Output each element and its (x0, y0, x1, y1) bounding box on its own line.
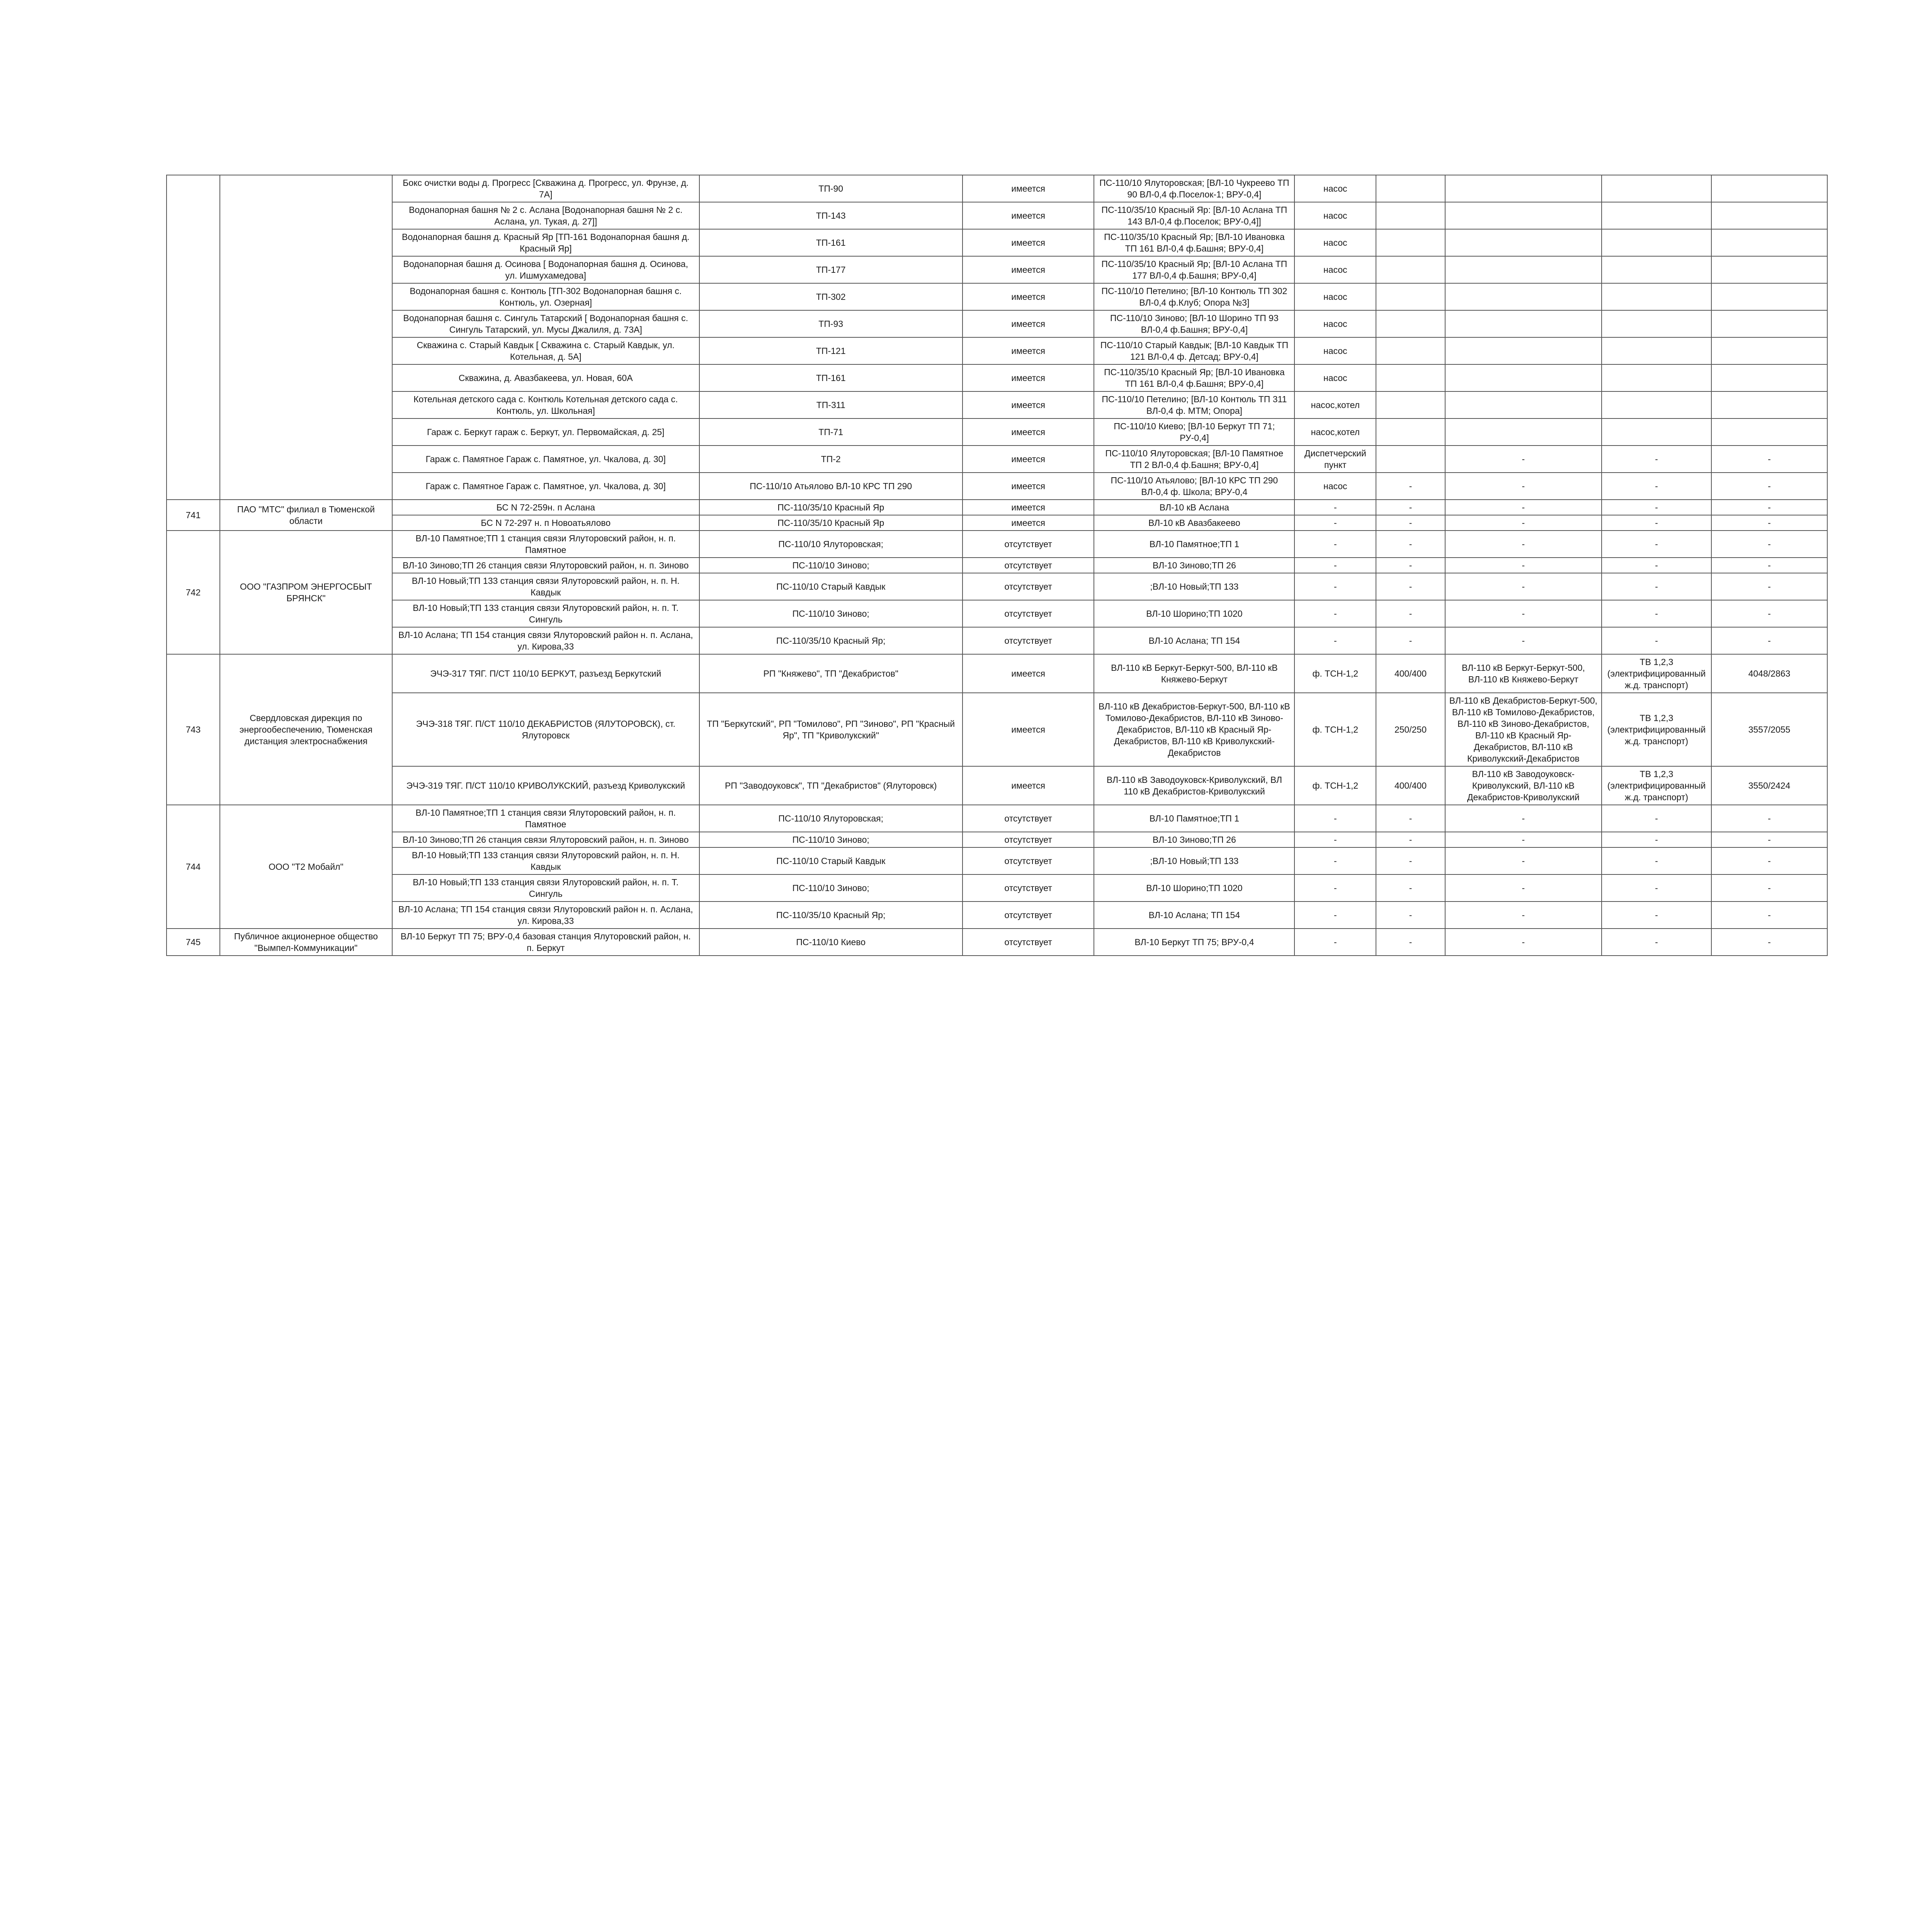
status-cell: имеется (963, 473, 1094, 500)
category-cell (1602, 418, 1711, 446)
consumer-type-cell: - (1294, 805, 1376, 832)
consumer-type-cell: насос (1294, 310, 1376, 337)
supply-source-cell: ТП-71 (699, 418, 963, 446)
backup-line-cell: - (1445, 446, 1602, 473)
power-cell (1376, 229, 1445, 256)
object-cell: Водонапорная башня с. Сингуль Татарский [ Водонапорная башня с. Сингуль Татарский, ул. Мусы Джалиля, д. 73А] (392, 310, 699, 337)
status-cell: отсутствует (963, 531, 1094, 558)
table-row (167, 310, 1827, 337)
power-cell (1376, 364, 1445, 391)
table-row (167, 902, 1827, 929)
table-row (167, 515, 1827, 531)
supply-source-cell: РП "Заводоуковск", ТП "Декабристов" (Ялуторовск) (699, 766, 963, 805)
backup-line-cell (1445, 391, 1602, 418)
table-row (167, 418, 1827, 446)
load-cell: - (1711, 573, 1827, 600)
table-row (167, 805, 1827, 832)
object-cell: ЭЧЭ-318 ТЯГ. П/СТ 110/10 ДЕКАБРИСТОВ (ЯЛУТОРОВСК), ст. Ялуторовск (392, 693, 699, 766)
power-cell (1376, 446, 1445, 473)
object-cell: БС N 72-297 н. п Новоатьялово (392, 515, 699, 531)
organization-cell: ООО "Т2 Мобайл" (220, 805, 392, 929)
power-cell: - (1376, 473, 1445, 500)
category-cell: - (1602, 929, 1711, 956)
consumer-type-cell: насос (1294, 256, 1376, 283)
status-cell: имеется (963, 693, 1094, 766)
consumer-type-cell: насос (1294, 283, 1376, 310)
status-cell: имеется (963, 310, 1094, 337)
supply-source-cell: ПС-110/10 Зиново; (699, 600, 963, 627)
organization-cell: Свердловская дирекция по энергообеспечению, Тюменская дистанция электроснабжения (220, 654, 392, 805)
power-cell: - (1376, 805, 1445, 832)
feeder-cell: ВЛ-110 кВ Заводоуковск-Криволукский, ВЛ 110 кВ Декабристов-Криволукский (1094, 766, 1294, 805)
category-cell: - (1602, 558, 1711, 573)
category-cell: - (1602, 902, 1711, 929)
power-cell: - (1376, 531, 1445, 558)
consumer-type-cell: - (1294, 573, 1376, 600)
load-cell: - (1711, 515, 1827, 531)
load-cell: - (1711, 902, 1827, 929)
backup-line-cell (1445, 418, 1602, 446)
supply-source-cell: ПС-110/35/10 Красный Яр; (699, 627, 963, 654)
power-cell (1376, 283, 1445, 310)
object-cell: ВЛ-10 Новый;ТП 133 станция связи Ялуторовский район, н. п. Н. Кавдык (392, 847, 699, 874)
status-cell: имеется (963, 337, 1094, 364)
backup-line-cell: - (1445, 531, 1602, 558)
category-cell: - (1602, 473, 1711, 500)
power-cell (1376, 202, 1445, 229)
consumer-type-cell: насос (1294, 473, 1376, 500)
category-cell: - (1602, 500, 1711, 515)
backup-line-cell (1445, 229, 1602, 256)
object-cell: ВЛ-10 Новый;ТП 133 станция связи Ялуторовский район, н. п. Н. Кавдык (392, 573, 699, 600)
power-cell: 400/400 (1376, 654, 1445, 693)
consumer-type-cell: насос (1294, 229, 1376, 256)
object-cell: Скважина, д. Авазбакеева, ул. Новая, 60А (392, 364, 699, 391)
feeder-cell: ;ВЛ-10 Новый;ТП 133 (1094, 847, 1294, 874)
category-cell: - (1602, 847, 1711, 874)
power-cell: 400/400 (1376, 766, 1445, 805)
feeder-cell: ПС-110/10 Ялуторовская; [ВЛ-10 Памятное ТП 2 ВЛ-0,4 ф.Башня; ВРУ-0,4] (1094, 446, 1294, 473)
feeder-cell: ВЛ-10 кВ Аслана (1094, 500, 1294, 515)
row-number-cell (167, 175, 220, 500)
backup-line-cell: - (1445, 473, 1602, 500)
category-cell: - (1602, 573, 1711, 600)
table-row (167, 473, 1827, 500)
table-row (167, 500, 1827, 515)
supply-source-cell: ПС-110/10 Зиново; (699, 832, 963, 847)
object-cell: Бокс очистки воды д. Прогресс [Скважина д. Прогресс, ул. Фрунзе, д. 7А] (392, 175, 699, 202)
feeder-cell: ПС-110/35/10 Красный Яр: [ВЛ-10 Аслана ТП 143 ВЛ-0,4 ф.Поселок; ВРУ-0,4]] (1094, 202, 1294, 229)
power-cell: - (1376, 902, 1445, 929)
consumer-type-cell: - (1294, 832, 1376, 847)
backup-line-cell: - (1445, 627, 1602, 654)
power-cell: - (1376, 847, 1445, 874)
power-cell: - (1376, 832, 1445, 847)
backup-line-cell: - (1445, 515, 1602, 531)
load-cell: - (1711, 500, 1827, 515)
organization-cell (220, 175, 392, 500)
load-cell: - (1711, 558, 1827, 573)
table-row (167, 832, 1827, 847)
supply-source-cell: ТП "Беркутский", РП "Томилово", РП "Зиново", РП "Красный Яр", ТП "Криволукский" (699, 693, 963, 766)
load-cell: - (1711, 627, 1827, 654)
category-cell (1602, 391, 1711, 418)
status-cell: отсутствует (963, 627, 1094, 654)
backup-line-cell: - (1445, 847, 1602, 874)
load-cell (1711, 202, 1827, 229)
consumer-type-cell: ф. ТСН-1,2 (1294, 654, 1376, 693)
feeder-cell: ПС-110/10 Петелино; [ВЛ-10 Контюль ТП 311 ВЛ-0,4 ф. МТМ; Опора] (1094, 391, 1294, 418)
consumer-type-cell: насос (1294, 364, 1376, 391)
status-cell: имеется (963, 500, 1094, 515)
feeder-cell: ВЛ-10 Шорино;ТП 1020 (1094, 874, 1294, 902)
status-cell: имеется (963, 515, 1094, 531)
consumer-type-cell: - (1294, 902, 1376, 929)
consumer-type-cell: насос,котел (1294, 391, 1376, 418)
table-row (167, 531, 1827, 558)
load-cell: - (1711, 874, 1827, 902)
status-cell: отсутствует (963, 600, 1094, 627)
category-cell (1602, 364, 1711, 391)
consumer-type-cell: - (1294, 515, 1376, 531)
status-cell: имеется (963, 446, 1094, 473)
feeder-cell: ВЛ-110 кВ Беркут-Беркут-500, ВЛ-110 кВ Княжево-Беркут (1094, 654, 1294, 693)
data-table (166, 175, 1828, 956)
feeder-cell: ВЛ-10 Аслана; ТП 154 (1094, 627, 1294, 654)
supply-source-cell: ТП-143 (699, 202, 963, 229)
table-row (167, 337, 1827, 364)
load-cell (1711, 337, 1827, 364)
feeder-cell: ;ВЛ-10 Новый;ТП 133 (1094, 573, 1294, 600)
table-row (167, 654, 1827, 693)
consumer-type-cell: - (1294, 847, 1376, 874)
load-cell (1711, 175, 1827, 202)
status-cell: имеется (963, 766, 1094, 805)
feeder-cell: ВЛ-10 Беркут ТП 75; ВРУ-0,4 (1094, 929, 1294, 956)
supply-source-cell: ПС-110/35/10 Красный Яр (699, 500, 963, 515)
power-cell: - (1376, 515, 1445, 531)
backup-line-cell (1445, 175, 1602, 202)
category-cell: - (1602, 446, 1711, 473)
status-cell: имеется (963, 654, 1094, 693)
power-cell (1376, 418, 1445, 446)
table-row (167, 558, 1827, 573)
power-cell: - (1376, 627, 1445, 654)
load-cell: - (1711, 473, 1827, 500)
load-cell (1711, 256, 1827, 283)
backup-line-cell (1445, 364, 1602, 391)
backup-line-cell: - (1445, 929, 1602, 956)
object-cell: ВЛ-10 Аслана; ТП 154 станция связи Ялуторовский район н. п. Аслана, ул. Кирова,33 (392, 902, 699, 929)
status-cell: отсутствует (963, 902, 1094, 929)
backup-line-cell (1445, 256, 1602, 283)
supply-source-cell: ТП-161 (699, 229, 963, 256)
supply-source-cell: ПС-110/10 Атьялово ВЛ-10 КРС ТП 290 (699, 473, 963, 500)
object-cell: ВЛ-10 Новый;ТП 133 станция связи Ялуторовский район, н. п. Т. Сингуль (392, 874, 699, 902)
feeder-cell: ВЛ-10 Шорино;ТП 1020 (1094, 600, 1294, 627)
feeder-cell: ПС-110/10 Старый Кавдык; [ВЛ-10 Кавдык ТП 121 ВЛ-0,4 ф. Детсад; ВРУ-0,4] (1094, 337, 1294, 364)
status-cell: имеется (963, 229, 1094, 256)
table-row (167, 283, 1827, 310)
supply-source-cell: ПС-110/10 Старый Кавдык (699, 573, 963, 600)
consumer-type-cell: насос,котел (1294, 418, 1376, 446)
object-cell: Скважина с. Старый Кавдык [ Скважина с. Старый Кавдык, ул. Котельная, д. 5А] (392, 337, 699, 364)
table-row (167, 446, 1827, 473)
feeder-cell: ПС-110/10 Ялуторовская; [ВЛ-10 Чукреево ТП 90 ВЛ-0,4 ф.Поселок-1; ВРУ-0,4] (1094, 175, 1294, 202)
object-cell: Гараж с. Памятное Гараж с. Памятное, ул. Чкалова, д. 30] (392, 473, 699, 500)
load-cell: - (1711, 805, 1827, 832)
table-row (167, 766, 1827, 805)
organization-cell: Публичное акционерное общество "Вымпел-Коммуникации" (220, 929, 392, 956)
backup-line-cell: - (1445, 874, 1602, 902)
status-cell: имеется (963, 391, 1094, 418)
consumer-type-cell: - (1294, 600, 1376, 627)
load-cell (1711, 364, 1827, 391)
row-number-cell: 743 (167, 654, 220, 805)
backup-line-cell (1445, 337, 1602, 364)
power-cell: - (1376, 929, 1445, 956)
category-cell: - (1602, 627, 1711, 654)
object-cell: ЭЧЭ-317 ТЯГ. П/СТ 110/10 БЕРКУТ, разъезд Беркутский (392, 654, 699, 693)
row-number-cell: 742 (167, 531, 220, 654)
table-row (167, 202, 1827, 229)
supply-source-cell: ТП-93 (699, 310, 963, 337)
table-row (167, 391, 1827, 418)
power-cell (1376, 337, 1445, 364)
power-cell: - (1376, 600, 1445, 627)
table-row (167, 847, 1827, 874)
power-cell (1376, 175, 1445, 202)
supply-source-cell: ПС-110/10 Ялуторовская; (699, 805, 963, 832)
feeder-cell: ВЛ-10 Памятное;ТП 1 (1094, 805, 1294, 832)
object-cell: Гараж с. Памятное Гараж с. Памятное, ул. Чкалова, д. 30] (392, 446, 699, 473)
category-cell: ТВ 1,2,3 (электрифицированный ж.д. транспорт) (1602, 654, 1711, 693)
table-body (167, 175, 1827, 956)
feeder-cell: ВЛ-10 кВ Авазбакеево (1094, 515, 1294, 531)
status-cell: отсутствует (963, 573, 1094, 600)
load-cell (1711, 418, 1827, 446)
status-cell: отсутствует (963, 874, 1094, 902)
table-row (167, 929, 1827, 956)
backup-line-cell: ВЛ-110 кВ Беркут-Беркут-500, ВЛ-110 кВ Княжево-Беркут (1445, 654, 1602, 693)
backup-line-cell: - (1445, 558, 1602, 573)
table-row (167, 874, 1827, 902)
feeder-cell: ПС-110/10 Киево; [ВЛ-10 Беркут ТП 71; РУ-0,4] (1094, 418, 1294, 446)
load-cell: - (1711, 446, 1827, 473)
backup-line-cell (1445, 283, 1602, 310)
object-cell: Водонапорная башня д. Осинова [ Водонапорная башня д. Осинова, ул. Ишмухамедова] (392, 256, 699, 283)
consumer-type-cell: - (1294, 874, 1376, 902)
backup-line-cell: - (1445, 600, 1602, 627)
object-cell: Водонапорная башня № 2 с. Аслана [Водонапорная башня № 2 с. Аслана, ул. Тукая, д. 27]] (392, 202, 699, 229)
supply-source-cell: ПС-110/10 Зиново; (699, 874, 963, 902)
backup-line-cell: - (1445, 573, 1602, 600)
supply-source-cell: ПС-110/35/10 Красный Яр; (699, 902, 963, 929)
feeder-cell: ВЛ-10 Аслана; ТП 154 (1094, 902, 1294, 929)
feeder-cell: ВЛ-10 Памятное;ТП 1 (1094, 531, 1294, 558)
consumer-type-cell: - (1294, 558, 1376, 573)
status-cell: имеется (963, 364, 1094, 391)
object-cell: ВЛ-10 Аслана; ТП 154 станция связи Ялуторовский район н. п. Аслана, ул. Кирова,33 (392, 627, 699, 654)
consumer-type-cell: ф. ТСН-1,2 (1294, 766, 1376, 805)
power-cell (1376, 256, 1445, 283)
object-cell: ВЛ-10 Зиново;ТП 26 станция связи Ялуторовский район, н. п. Зиново (392, 832, 699, 847)
power-cell (1376, 391, 1445, 418)
category-cell (1602, 175, 1711, 202)
organization-cell: ПАО "МТС" филиал в Тюменской области (220, 500, 392, 531)
category-cell: - (1602, 515, 1711, 531)
power-cell: - (1376, 874, 1445, 902)
table-row (167, 229, 1827, 256)
load-cell: - (1711, 600, 1827, 627)
object-cell: ВЛ-10 Беркут ТП 75; ВРУ-0,4 базовая станция Ялуторовский район, н. п. Беркут (392, 929, 699, 956)
row-number-cell: 741 (167, 500, 220, 531)
supply-source-cell: ТП-302 (699, 283, 963, 310)
backup-line-cell (1445, 310, 1602, 337)
feeder-cell: ПС-110/35/10 Красный Яр; [ВЛ-10 Аслана ТП 177 ВЛ-0,4 ф.Башня; ВРУ-0,4] (1094, 256, 1294, 283)
object-cell: Водонапорная башня с. Контюль [ТП-302 Водонапорная башня с. Контюль, ул. Озерная] (392, 283, 699, 310)
consumer-type-cell: насос (1294, 202, 1376, 229)
consumer-type-cell: - (1294, 531, 1376, 558)
consumer-type-cell: насос (1294, 337, 1376, 364)
backup-line-cell: ВЛ-110 кВ Декабристов-Беркут-500, ВЛ-110 кВ Томилово-Декабристов, ВЛ-110 кВ Зиново-Декабристов, ВЛ-110 кВ Красный Яр-Декабристов, ВЛ-110 кВ Криволукский-Декабристов (1445, 693, 1602, 766)
category-cell (1602, 229, 1711, 256)
feeder-cell: ВЛ-10 Зиново;ТП 26 (1094, 832, 1294, 847)
load-cell: 3550/2424 (1711, 766, 1827, 805)
status-cell: имеется (963, 418, 1094, 446)
power-cell: - (1376, 500, 1445, 515)
feeder-cell: ПС-110/10 Зиново; [ВЛ-10 Шорино ТП 93 ВЛ-0,4 ф.Башня; ВРУ-0,4] (1094, 310, 1294, 337)
load-cell (1711, 310, 1827, 337)
power-cell: - (1376, 573, 1445, 600)
object-cell: ВЛ-10 Памятное;ТП 1 станция связи Ялуторовский район, н. п. Памятное (392, 805, 699, 832)
row-number-cell: 745 (167, 929, 220, 956)
organization-cell: ООО "ГАЗПРОМ ЭНЕРГОСБЫТ БРЯНСК" (220, 531, 392, 654)
supply-source-cell: ПС-110/10 Зиново; (699, 558, 963, 573)
supply-source-cell: ПС-110/10 Киево (699, 929, 963, 956)
load-cell: - (1711, 847, 1827, 874)
consumer-type-cell: насос (1294, 175, 1376, 202)
load-cell: - (1711, 832, 1827, 847)
object-cell: ВЛ-10 Новый;ТП 133 станция связи Ялуторовский район, н. п. Т. Сингуль (392, 600, 699, 627)
category-cell (1602, 337, 1711, 364)
table-row (167, 175, 1827, 202)
object-cell: ВЛ-10 Зиново;ТП 26 станция связи Ялуторовский район, н. п. Зиново (392, 558, 699, 573)
table-row (167, 256, 1827, 283)
consumer-type-cell: - (1294, 627, 1376, 654)
row-number-cell: 744 (167, 805, 220, 929)
consumer-type-cell: ф. ТСН-1,2 (1294, 693, 1376, 766)
load-cell (1711, 283, 1827, 310)
object-cell: ЭЧЭ-319 ТЯГ. П/СТ 110/10 КРИВОЛУКСКИЙ, разъезд Криволукский (392, 766, 699, 805)
category-cell: ТВ 1,2,3 (электрифицированный ж.д. транспорт) (1602, 693, 1711, 766)
load-cell: 4048/2863 (1711, 654, 1827, 693)
backup-line-cell: ВЛ-110 кВ Заводоуковск-Криволукский, ВЛ-110 кВ Декабристов-Криволукский (1445, 766, 1602, 805)
status-cell: имеется (963, 202, 1094, 229)
backup-line-cell (1445, 202, 1602, 229)
load-cell (1711, 229, 1827, 256)
backup-line-cell: - (1445, 902, 1602, 929)
object-cell: Гараж с. Беркут гараж с. Беркут, ул. Первомайская, д. 25] (392, 418, 699, 446)
category-cell (1602, 283, 1711, 310)
status-cell: отсутствует (963, 832, 1094, 847)
category-cell: - (1602, 832, 1711, 847)
load-cell: - (1711, 531, 1827, 558)
table-row (167, 600, 1827, 627)
consumer-type-cell: - (1294, 929, 1376, 956)
supply-source-cell: ТП-177 (699, 256, 963, 283)
supply-source-cell: ТП-311 (699, 391, 963, 418)
status-cell: отсутствует (963, 558, 1094, 573)
supply-source-cell: ТП-121 (699, 337, 963, 364)
object-cell: ВЛ-10 Памятное;ТП 1 станция связи Ялуторовский район, н. п. Памятное (392, 531, 699, 558)
supply-source-cell: РП "Княжево", ТП "Декабристов" (699, 654, 963, 693)
category-cell (1602, 256, 1711, 283)
status-cell: отсутствует (963, 929, 1094, 956)
backup-line-cell: - (1445, 500, 1602, 515)
supply-source-cell: ПС-110/35/10 Красный Яр (699, 515, 963, 531)
category-cell (1602, 310, 1711, 337)
supply-source-cell: ТП-90 (699, 175, 963, 202)
supply-source-cell: ТП-2 (699, 446, 963, 473)
category-cell: - (1602, 600, 1711, 627)
load-cell: - (1711, 929, 1827, 956)
backup-line-cell: - (1445, 832, 1602, 847)
category-cell: - (1602, 874, 1711, 902)
table-row (167, 693, 1827, 766)
status-cell: имеется (963, 283, 1094, 310)
object-cell: Котельная детского сада с. Контюль Котельная детского сада с. Контюль, ул. Школьная] (392, 391, 699, 418)
power-cell: - (1376, 558, 1445, 573)
feeder-cell: ПС-110/35/10 Красный Яр; [ВЛ-10 Ивановка ТП 161 ВЛ-0,4 ф.Башня; ВРУ-0,4] (1094, 364, 1294, 391)
backup-line-cell: - (1445, 805, 1602, 832)
feeder-cell: ПС-110/10 Атьялово; [ВЛ-10 КРС ТП 290 ВЛ-0,4 ф. Школа; ВРУ-0,4 (1094, 473, 1294, 500)
table-row (167, 364, 1827, 391)
supply-source-cell: ТП-161 (699, 364, 963, 391)
status-cell: отсутствует (963, 805, 1094, 832)
table-row (167, 627, 1827, 654)
power-cell: 250/250 (1376, 693, 1445, 766)
feeder-cell: ПС-110/10 Петелино; [ВЛ-10 Контюль ТП 302 ВЛ-0,4 ф.Клуб; Опора №3] (1094, 283, 1294, 310)
object-cell: Водонапорная башня д. Красный Яр [ТП-161 Водонапорная башня д. Красный Яр] (392, 229, 699, 256)
category-cell: - (1602, 805, 1711, 832)
power-cell (1376, 310, 1445, 337)
load-cell: 3557/2055 (1711, 693, 1827, 766)
load-cell (1711, 391, 1827, 418)
supply-source-cell: ПС-110/10 Ялуторовская; (699, 531, 963, 558)
status-cell: отсутствует (963, 847, 1094, 874)
category-cell: - (1602, 531, 1711, 558)
object-cell: БС N 72-259н. п Аслана (392, 500, 699, 515)
feeder-cell: ВЛ-10 Зиново;ТП 26 (1094, 558, 1294, 573)
consumer-type-cell: - (1294, 500, 1376, 515)
feeder-cell: ВЛ-110 кВ Декабристов-Беркут-500, ВЛ-110 кВ Томилово-Декабристов, ВЛ-110 кВ Зиново-Декабристов, ВЛ-110 кВ Красный Яр-Декабристов, ВЛ-110 кВ Криволукский-Декабристов (1094, 693, 1294, 766)
category-cell (1602, 202, 1711, 229)
supply-source-cell: ПС-110/10 Старый Кавдык (699, 847, 963, 874)
table-row (167, 573, 1827, 600)
consumer-type-cell: Диспетчерский пункт (1294, 446, 1376, 473)
feeder-cell: ПС-110/35/10 Красный Яр; [ВЛ-10 Ивановка ТП 161 ВЛ-0,4 ф.Башня; ВРУ-0,4] (1094, 229, 1294, 256)
status-cell: имеется (963, 175, 1094, 202)
status-cell: имеется (963, 256, 1094, 283)
category-cell: ТВ 1,2,3 (электрифицированный ж.д. транспорт) (1602, 766, 1711, 805)
